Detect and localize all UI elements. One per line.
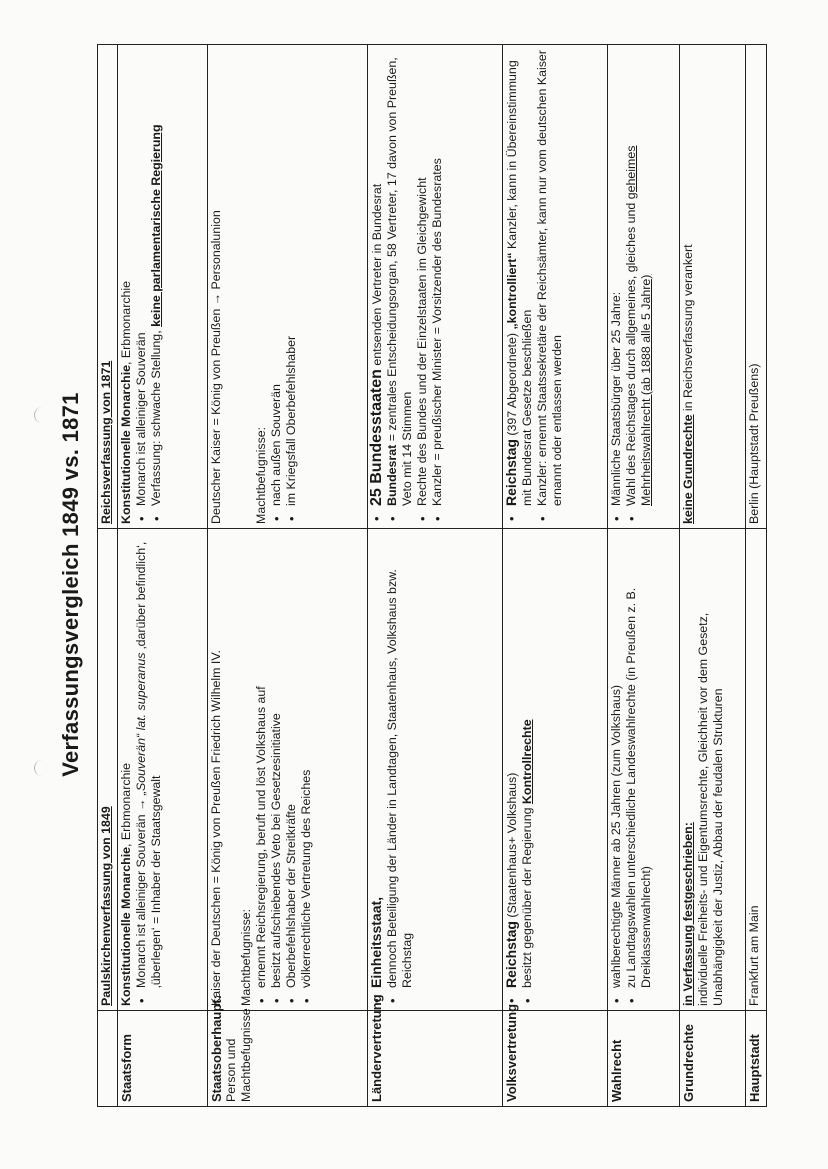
row-label: Volksvertretung — [503, 1003, 519, 1102]
text-bold: Bundesrat — [385, 444, 400, 506]
list-item — [504, 49, 535, 506]
list-item: • dennoch Beteiligung der Länder in Landtagen, Staatenhaus, Volkshaus bzw. Reichstag — [385, 533, 415, 988]
comparison-table — [97, 44, 767, 1107]
text-bold: Einheitsstaat, — [368, 896, 385, 988]
list-item: • ernennt Reichsregierung, beruft und löst Volkshaus auf — [254, 533, 269, 988]
row-label-cell — [607, 1011, 679, 1107]
text-bold: Reichstag — [502, 439, 519, 506]
text: Machtbefugnisse: — [238, 908, 253, 1006]
text: Monarch ist alleiniger Souverän → — [133, 795, 148, 988]
header-reich: Reichsverfassung von 1871 — [98, 45, 118, 529]
reich-cell — [607, 45, 679, 529]
paulskirche-cell — [502, 529, 607, 1011]
text-italic: „Souverän“ lat. superanus — [133, 652, 148, 796]
list-item: • Oberbefehlshaber der Streitkräfte — [284, 533, 299, 988]
text-underlined: geheimes Mehrheitswahlrecht (ab 1888 alle 5 Jahre) — [623, 145, 653, 506]
table-row-wahl — [607, 45, 679, 1107]
list-item — [504, 533, 520, 988]
reich-cell — [679, 45, 746, 529]
text-bold: Kontrollrechte — [519, 719, 534, 805]
row-label-cell — [368, 994, 503, 1107]
row-label-cell — [207, 995, 367, 1107]
header-category — [98, 1011, 118, 1107]
text: = zentrales Entscheidungsorgan, 58 Vertreter, 17 davon von Preußen, Veto mit 14 Stimmen — [385, 57, 415, 506]
header-paulskirche: Paulskirchenverfassung von 1849 — [98, 529, 118, 1011]
list-item: • wahlberechtigte Männer ab 25 Jahren (zum Volkshaus) — [609, 533, 624, 988]
list-item: • völkerrechtliche Vertretung des Reiches — [299, 533, 314, 988]
text: (Staatenhaus+ Volkshaus) — [504, 772, 519, 922]
text-bold: 25 Bundesstaaten — [368, 369, 386, 506]
text: Wahl des Reichstages durch allgemeines, gleiches und — [623, 199, 638, 506]
paulskirche-cell — [207, 529, 367, 1011]
text-bold: keine Grundrechte — [680, 414, 695, 524]
paulskirche-cell — [679, 529, 746, 1011]
row-label: Hauptstadt — [747, 1034, 763, 1102]
text: Kanzler, kann in Übereinstimmung mit Bundesrat Gesetze beschließen — [504, 60, 534, 506]
list-item — [369, 49, 385, 506]
list-item — [385, 49, 415, 506]
reich-cell — [746, 45, 767, 529]
table-row-haupt — [746, 45, 767, 1107]
row-label: Wahlrecht — [608, 1039, 624, 1102]
table-header-row — [98, 45, 118, 1107]
text: entsenden Vertreter in Bundesrat — [370, 183, 385, 370]
list-item — [134, 533, 164, 988]
lead-rest: , Erbmonarchie — [118, 762, 133, 847]
table-row-oberhaupt — [207, 45, 367, 1107]
list-item: • zu Landtagswahlen unterschiedliche Landeswahlrechte (in Preußen z. B. Dreiklassenwahlrecht) — [624, 533, 654, 988]
row-sublabel: Person und Machtbefugnisse — [223, 1008, 253, 1102]
text-bold: „kontrolliert“ — [504, 252, 519, 330]
text: besitzt gegenüber der Regierung — [519, 804, 534, 988]
table-row-volk — [502, 45, 607, 1107]
lead-bold: Konstitutionelle Monarchie — [118, 364, 133, 524]
paulskirche-cell — [117, 529, 207, 1011]
reich-cell — [117, 45, 207, 529]
text: Kaiser der Deutschen = König von Preußen Friedrich Wilhelm IV. — [208, 650, 223, 1006]
text: (397 Abgeordnete) — [504, 329, 519, 440]
text: Verfassung: schwache Stellung, — [148, 326, 163, 506]
reich-cell — [368, 45, 503, 529]
row-label-cell — [679, 1011, 746, 1107]
list-item: • besitzt aufschiebendes Veto bei Gesetzesinitiative — [269, 533, 284, 988]
list-item — [134, 49, 149, 506]
text-bold: in Verfassung festgeschrieben: — [680, 822, 695, 1006]
list-item — [369, 533, 385, 988]
list-item — [149, 49, 164, 506]
text: individuelle Freiheits- und Eigentumsrechte, Gleichheit vor dem Gesetz, Unabhängigkeit der Justiz, Abbau der feudalen Strukturen — [695, 612, 725, 1006]
text: Monarch ist alleiniger Souverän — [133, 332, 148, 506]
paulskirche-cell — [607, 529, 679, 1011]
lead-bold: Konstitutionelle Monarchie — [118, 846, 133, 1006]
row-label-cell — [502, 1003, 607, 1107]
list-item — [520, 533, 535, 988]
list-item: • Männliche Staatsbürger über 25 Jahre: — [609, 49, 624, 506]
row-label-cell — [746, 1011, 767, 1107]
list-item: • Kanzler: ernennt Staatssekretäre der Reichsämter, kann nur vom deutschen Kaiser ernannt oder entlassen werden — [535, 49, 565, 506]
list-item: • Kanzler = preußischer Minister = Vorsitzender des Bundesrates — [430, 49, 445, 506]
text-bold: Reichstag — [502, 921, 519, 988]
text: Frankfurt am Main — [747, 905, 762, 1006]
text: ‚darüber befindlich‘, ‚überlegen‘ = Inhaber der Staatsgewalt — [133, 541, 163, 988]
row-label-cell — [117, 1011, 207, 1107]
text: Deutscher Kaiser = König von Preußen → Personalunion — [208, 210, 223, 524]
text-bold: keine parlamentarische Regierung — [148, 124, 163, 327]
row-label: Staatsoberhaupt: — [208, 995, 224, 1102]
list-item: • nach außen Souverän — [269, 49, 284, 506]
table-row-staatsform — [117, 45, 207, 1107]
reich-cell — [502, 45, 607, 529]
text: in Reichsverfassung verankert — [680, 244, 695, 415]
paulskirche-cell — [746, 529, 767, 1011]
row-label: Grundrechte — [680, 1023, 696, 1102]
text: Machtbefugnisse: — [253, 426, 268, 524]
reich-cell — [207, 45, 367, 529]
list-item: • im Kriegsfall Oberbefehlshaber — [284, 49, 299, 506]
document-title: Verfassungsvergleich 1849 vs. 1871 — [58, 392, 83, 777]
table-row-grund — [679, 45, 746, 1107]
table-row-laender — [368, 45, 503, 1107]
row-label: Ländervertretung — [369, 994, 385, 1102]
row-label: Staatsform — [118, 1034, 134, 1102]
list-item — [624, 49, 654, 506]
paulskirche-cell — [368, 529, 503, 1011]
list-item: • Rechte des Bundes und der Einzelstaaten im Gleichgewicht — [415, 49, 430, 506]
lead-rest: , Erbmonarchie — [118, 280, 133, 365]
text: Berlin (Hauptstadt Preußens) — [747, 363, 762, 524]
